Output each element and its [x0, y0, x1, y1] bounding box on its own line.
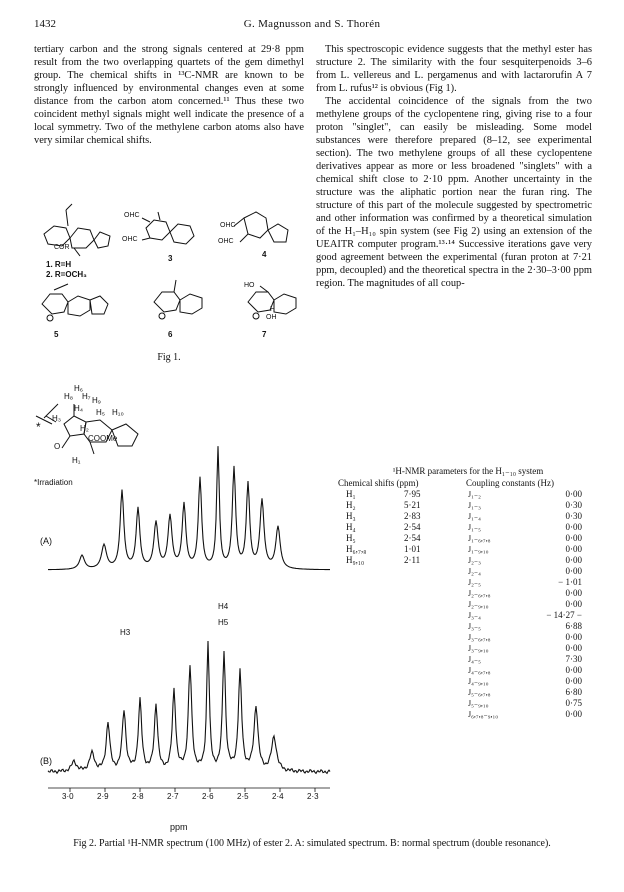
nmr-parameters-table [338, 466, 598, 720]
atom-label-h: H [270, 306, 276, 313]
running-title: G. Magnusson and S. Thorén [243, 18, 381, 30]
shift-value: 7·95 [404, 489, 421, 499]
struct-label-star: * [36, 420, 41, 434]
coupling-value: 0·00 [565, 544, 582, 554]
coupling-value: 0·00 [565, 588, 582, 598]
table-title: ¹H-NMR parameters for the H₁₋₁₀ system [392, 466, 544, 476]
shift-proton: H₁ [346, 489, 356, 499]
coupling-label: J₁₋₂ [468, 490, 481, 499]
axis-label: ppm [170, 822, 188, 832]
left-paragraph: tertiary carbon and the strong signals centered at 29·8 ppm result from the two overlapping quartets of the gem dimethyl group. The chemical shifts in ¹³C-NMR are known to be strongly influenced by environmental changes even at some distance from the carbon atom concerned.¹¹ Thus these two coincident methyl signals might well indicate the presence of a local symmetry. Two of the methylene carbon atoms also have very similar chemical shifts. [34, 44, 304, 146]
shift-value: 2·54 [404, 522, 421, 532]
struct-label-coome: COOMe [88, 434, 118, 443]
trace-a-label: (A) [40, 536, 52, 546]
coupling-label: J₁₋₃ [468, 501, 481, 510]
coupling-label: J₁₋₅ [468, 523, 481, 532]
compound-label-4: 4 [262, 250, 267, 259]
coupling-label: J₃₋₅ [468, 622, 481, 631]
shift-value: 2·54 [404, 533, 421, 543]
struct-label-h7: H₇ [82, 392, 91, 401]
coupling-value: 0·00 [565, 676, 582, 686]
table-body [338, 489, 598, 720]
page-number: 1432 [34, 18, 56, 30]
coupling-label: J₂₋₄ [468, 567, 481, 576]
coupling-value: 0·00 [565, 566, 582, 576]
struct-label-o: O [54, 442, 61, 451]
compound-label-5: 5 [54, 330, 59, 339]
struct-label-h2: H₂ [80, 424, 89, 433]
shift-proton: H₂ [346, 500, 356, 510]
coupling-value: 0·00 [565, 632, 582, 642]
right-column [316, 43, 592, 290]
atom-label-oh: OH [266, 314, 277, 321]
structure-3 [142, 212, 194, 244]
atom-label-ohc-3: OHC [220, 222, 236, 229]
coupling-label: J₃₋₉,₁₀ [468, 644, 489, 653]
struct-label-h8: H₈ [64, 392, 74, 401]
struct-label-h4: H₄ [74, 404, 84, 413]
fig1-caption: Fig 1. [157, 352, 181, 363]
axis-tick-label: 2·8 [132, 792, 144, 801]
trace-a-simulated [48, 446, 330, 569]
shift-value: 2·83 [404, 511, 421, 521]
coupling-label: J₄₋₉,₁₀ [468, 677, 489, 686]
coupling-value: 0·00 [565, 533, 582, 543]
structure-6 [154, 280, 202, 319]
atom-label-ohc-4: OHC [218, 238, 234, 245]
axis-tick-label: 2·7 [167, 792, 179, 801]
peak-label-h5: H5 [218, 618, 229, 627]
struct-label-h6: H₆ [74, 384, 84, 393]
struct-label-h1: H₁ [72, 456, 81, 465]
left-column [34, 43, 304, 147]
shift-proton: H₃ [346, 511, 356, 521]
axis-tick-label: 2·4 [272, 792, 284, 801]
atom-label-ho: HO [244, 282, 255, 289]
struct-label-h3: H₃ [52, 414, 62, 423]
atom-label-ohc-2: OHC [122, 236, 138, 243]
trace-b-label: (B) [40, 756, 52, 766]
coupling-value: 0·75 [565, 698, 582, 708]
coupling-label: J₅₋₆,₇,₈ [468, 688, 491, 697]
atom-label-cor: COR [54, 244, 70, 251]
coupling-label: J₃₋₆,₇,₈ [468, 633, 491, 642]
coupling-label: J₂₋₃ [468, 556, 481, 565]
right-paragraph-2: The accidental coincidence of the signals from the two methylene groups of the cyclopentene ring, giving rise to a four proton "singlet", can easily be misleading. Some model substances were therefore prepared (8–12, see experimental section). The two methylene groups of all these cyclopentene derivatives appear as more or less broadened "singlets" with a chemical shift close to 2·10 ppm. Another uncertainty in the structure was the aliphatic portion near the furan ring. The structure of this part of the molecule suggested by spectrometric and other information was confirmed by a theoretical simulation of the H₁–H₁₀ spin system (see Fig 2) using an extension of the UEAITR computer program.¹³·¹⁴ Successive iterations gave very good agreement between the experimental (furan proton at 7·21 ppm, decoupled) and the theoretical spectra in the 2·30–3·00 ppm region. The magnitudes of all coup- [316, 96, 592, 289]
running-header [34, 18, 590, 32]
compound-label-2: 2. R=OCH₃ [46, 270, 87, 279]
shift-proton: H₉,₁₀ [346, 555, 365, 565]
shift-proton: H₄ [346, 522, 356, 532]
coupling-value: − 14·27 − [546, 610, 582, 620]
structure-4 [234, 212, 288, 242]
coupling-value: 0·30 [565, 500, 582, 510]
struct-label-h10: H₁₀ [112, 408, 124, 417]
compound-label-6: 6 [168, 330, 173, 339]
coupling-label: J₁₋₄ [468, 512, 481, 521]
coupling-value: 6·88 [565, 621, 582, 631]
coupling-value: 0·30 [565, 511, 582, 521]
irradiation-note: *Irradiation [34, 478, 73, 487]
compound-label-3: 3 [168, 254, 173, 263]
axis-tick-label: 2·6 [202, 792, 214, 801]
shift-value: 1·01 [404, 544, 421, 554]
coupling-label: J₃₋₄ [468, 611, 481, 620]
coupling-value: 6·80 [565, 687, 582, 697]
coupling-label: J₂₋₅ [468, 578, 481, 587]
figure-1 [34, 198, 304, 373]
coupling-label: J₁₋₉,₁₀ [468, 545, 489, 554]
struct-label-h5: H₅ [96, 408, 105, 417]
compound-label-1: 1. R=H [46, 260, 72, 269]
trace-b-experimental [48, 641, 330, 773]
struct-label-h9: H₉ [92, 396, 101, 405]
coupling-value: 0·00 [565, 665, 582, 675]
axis-tick-label: 3·0 [62, 792, 74, 801]
coupling-value: 0·00 [565, 489, 582, 499]
shift-proton: H₅ [346, 533, 356, 543]
coupling-value: 0·00 [565, 555, 582, 565]
figure-2-spectrum [34, 380, 344, 800]
coupling-value: − 1·01 [558, 577, 582, 587]
axis-tick-label: 2·5 [237, 792, 249, 801]
coupling-value: 0·00 [565, 599, 582, 609]
coupling-label: J₆,₇,₈₋₉,₁₀ [468, 710, 499, 719]
coupling-label: J₄₋₅ [468, 655, 481, 664]
structure-5 [42, 284, 108, 321]
peak-label-h3: H3 [120, 628, 131, 637]
shift-value: 5·21 [404, 500, 421, 510]
axis-tick-label: 2·9 [97, 792, 109, 801]
shift-proton: H₆,₇,₈ [346, 544, 367, 554]
nmr-traces [34, 380, 344, 800]
fig2-caption: Fig 2. Partial ¹H-NMR spectrum (100 MHz) of ester 2. A: simulated spectrum. B: normal spectrum (double resonance). [73, 838, 551, 849]
right-paragraph-1: This spectroscopic evidence suggests that the methyl ester has structure 2. The similarity with the four sesquiterpenoids 3–6 from L. vellereus and L. pergamenus and with lactarorufin A 7 from L. rufus¹² is obvious (Fig 1). [316, 44, 592, 94]
coupling-label: J₂₋₆,₇,₈ [468, 589, 491, 598]
axis-tick-label: 2·3 [307, 792, 319, 801]
coupling-value: 0·00 [565, 643, 582, 653]
shift-column-header: Chemical shifts (ppm) [338, 478, 419, 488]
coupling-column-header: Coupling constants (Hz) [466, 478, 554, 488]
compound-label-7: 7 [262, 330, 267, 339]
atom-label-ohc-1: OHC [124, 212, 140, 219]
peak-label-h4: H4 [218, 602, 229, 611]
coupling-value: 0·00 [565, 709, 582, 719]
table-headers [338, 478, 598, 489]
coupling-label: J₅₋₉,₁₀ [468, 699, 489, 708]
coupling-value: 0·00 [565, 522, 582, 532]
shift-value: 2·11 [404, 555, 421, 565]
coupling-label: J₂₋₉,₁₀ [468, 600, 489, 609]
coupling-label: J₁₋₆,₇,₈ [468, 534, 491, 543]
coupling-label: J₄₋₆,₇,₈ [468, 666, 491, 675]
coupling-value: 7·30 [565, 654, 582, 664]
